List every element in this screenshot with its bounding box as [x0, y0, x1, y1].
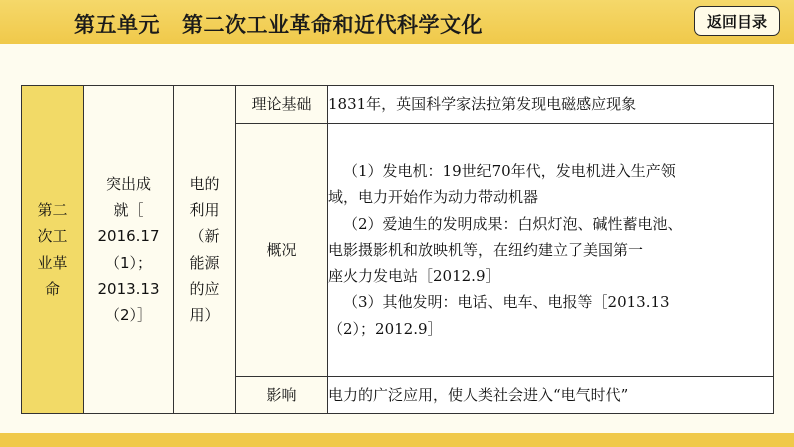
row-content-theory: 1831年，英国科学家法拉第发现电磁感应现象: [328, 86, 774, 124]
lesson-title: 第二次工业革命和近代科学文化: [182, 13, 483, 37]
row-content-impact: 电力的广泛应用，使人类社会进入“电气时代”: [328, 377, 774, 414]
row-content-overview: （1）发电机：19世纪70年代，发电机进入生产领 域，电力开始作为动力带动机器 （2）爱迪生的发明成果：白炽灯泡、碱性蓄电池、 电影摄影机和放映机等，在纽约建立了美国第一 座火力发电站［2012.9］ （3）其他发明：电话、电车、电报等［2013.13 （2）；2012.9］: [328, 124, 774, 377]
footer-bar: [0, 433, 794, 447]
content-table: [21, 85, 774, 414]
row-label-theory: 理论基础: [236, 86, 328, 124]
page-title: [74, 9, 483, 39]
header-bar: [0, 0, 794, 44]
row-label-impact: 影响: [236, 377, 328, 414]
row-label-overview: 概况: [236, 124, 328, 377]
electricity-cell: 电的 利用 （新 能源 的应 用）: [174, 86, 236, 414]
topic-cell: 第二 次工 业革 命: [22, 86, 84, 414]
achievement-cell: 突出成 就［ 2016.17 （1）； 2013.13 （2）］: [84, 86, 174, 414]
unit-label: 第五单元: [74, 13, 160, 37]
back-to-contents-button[interactable]: 返回目录: [694, 6, 780, 36]
